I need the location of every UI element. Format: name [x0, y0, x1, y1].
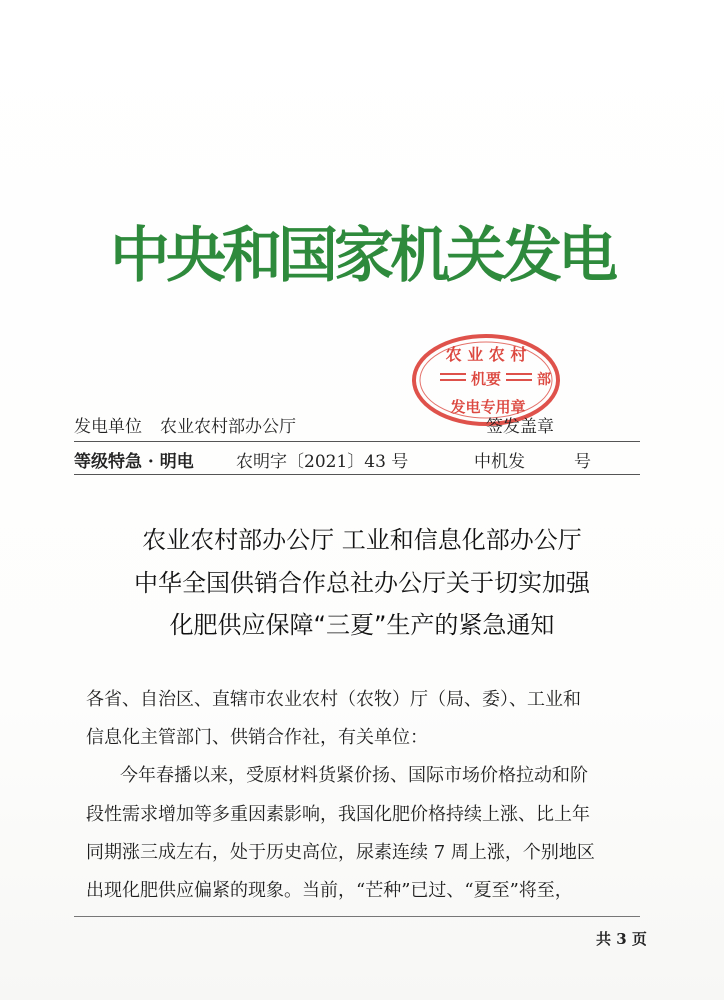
seal-top-text: 农 业 农 村: [445, 345, 527, 364]
divider-line: [74, 441, 640, 442]
telegram-header-title: 中央和国家机关发电: [110, 221, 614, 291]
body-text-line: 出现化肥供应偏紧的现象。当前，“芒种”已过、“夏至”将至，: [86, 880, 573, 901]
central-label: 中机发: [474, 452, 525, 472]
footer-divider: [74, 916, 640, 917]
page-count: 共 3 页: [596, 930, 647, 948]
sender-label: 发电单位: [74, 417, 142, 437]
sign-label: 签发盖章: [486, 417, 554, 437]
divider-line: [74, 474, 640, 475]
document-title-line: 中华全国供销合作总社办公厅关于切实加强: [134, 569, 590, 597]
seal-side-char: 部: [537, 372, 551, 388]
document-title-line: 农业农村部办公厅 工业和信息化部办公厅: [142, 526, 582, 554]
sender-value: 农业农村部办公厅: [160, 417, 296, 437]
body-text-line: 段性需求增加等多重因素影响，我国化肥价格持续上涨、比上年: [86, 804, 590, 825]
doc-number: 农明字〔2021〕43 号: [236, 452, 409, 472]
central-suffix: 号: [574, 452, 591, 472]
seal-middle-text: 机要: [470, 370, 502, 388]
document-title-line: 化肥供应保障“三夏”生产的紧急通知: [169, 611, 555, 639]
body-text-line: 今年春播以来，受原材料货紧价扬、国际市场价格拉动和阶: [120, 765, 588, 786]
body-text-line: 信息化主管部门、供销合作社，有关单位：: [86, 727, 428, 748]
seal-bottom-text: 发电专用章: [450, 398, 526, 416]
body-text-line: 同期涨三成左右，处于历史高位，尿素连续 7 周上涨，个别地区: [86, 842, 595, 863]
body-text-line: 各省、自治区、直辖市农业农村（农牧）厅（局、委）、工业和: [86, 689, 581, 710]
priority-text: 等级特急 · 明电: [74, 452, 194, 472]
